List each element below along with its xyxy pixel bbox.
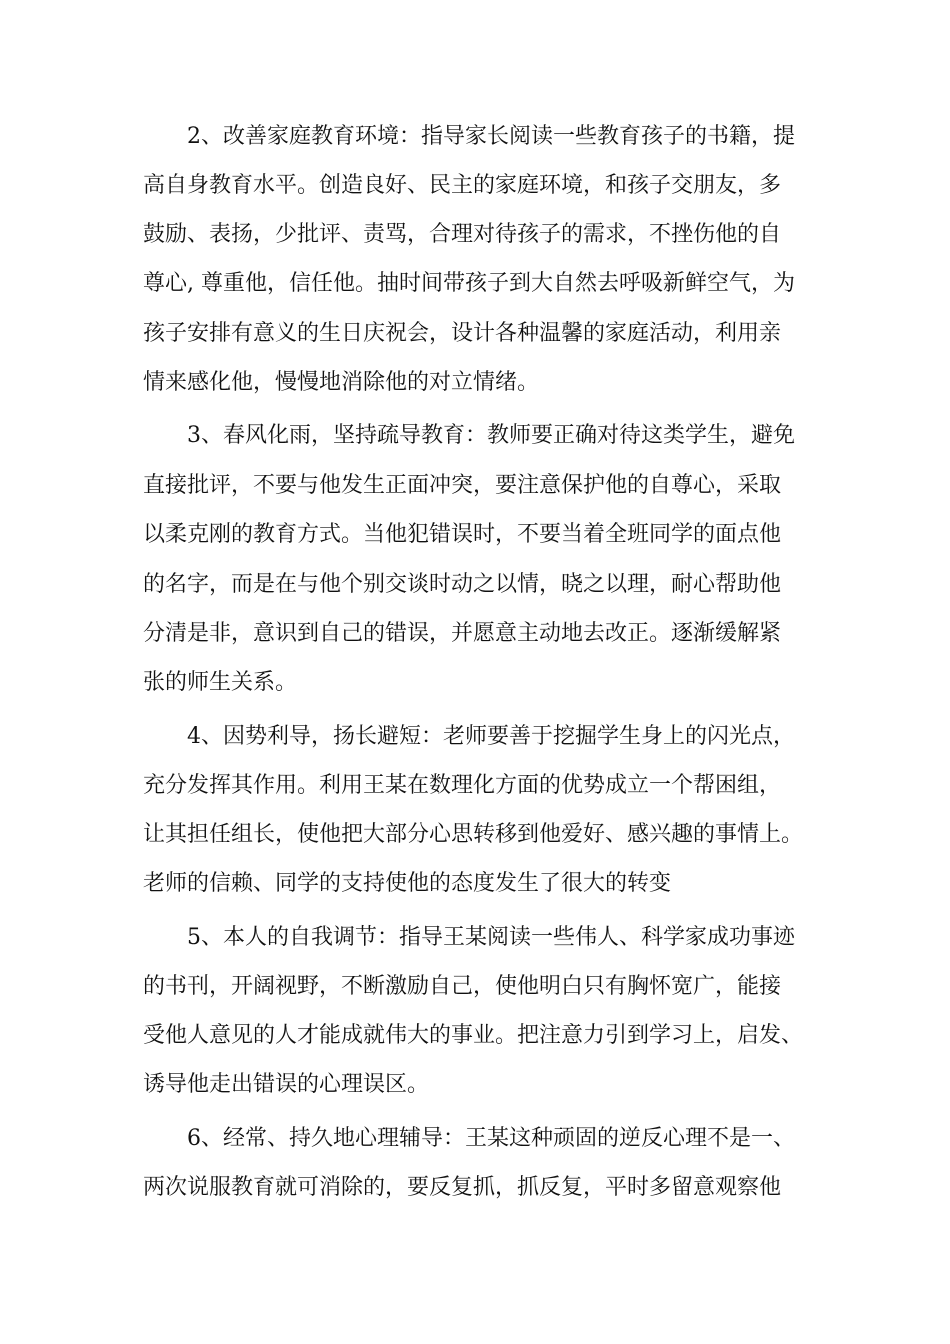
paragraph-3-line-2: 直接批评，不要与他发生正面冲突，要注意保护他的自尊心，采取 xyxy=(143,473,782,498)
paragraph-4-line-1: 4、因势利导，扬长避短：老师要善于挖掘学生身上的闪光点， xyxy=(187,724,795,749)
paragraph-5-line-4: 诱导他走出错误的心理误区。 xyxy=(143,1072,430,1097)
paragraph-3-line-4: 的名字，而是在与他个别交谈时动之以情，晓之以理，耐心帮助他 xyxy=(143,572,782,597)
paragraph-2-line-3: 鼓励、表扬，少批评、责骂，合理对待孩子的需求，不挫伤他的自 xyxy=(143,222,782,247)
paragraph-5-line-1: 5、本人的自我调节：指导王某阅读一些伟人、科学家成功事迹 xyxy=(187,925,795,950)
paragraph-2-line-2: 高自身教育水平。创造良好、民主的家庭环境，和孩子交朋友，多 xyxy=(143,173,782,198)
paragraph-4-line-4: 老师的信赖、同学的支持使他的态度发生了很大的转变 xyxy=(143,871,672,896)
paragraph-6-line-2: 两次说服教育就可消除的，要反复抓，抓反复，平时多留意观察他 xyxy=(143,1175,782,1200)
paragraph-2-line-4: 尊心, 尊重他，信任他。抽时间带孩子到大自然去呼吸新鲜空气，为 xyxy=(143,271,795,296)
paragraph-3-line-3: 以柔克刚的教育方式。当他犯错误时，不要当着全班同学的面点他 xyxy=(143,522,782,547)
paragraph-3-line-5: 分清是非，意识到自己的错误，并愿意主动地去改正。逐渐缓解紧 xyxy=(143,621,782,646)
paragraph-2-line-1: 2、改善家庭教育环境：指导家长阅读一些教育孩子的书籍，提 xyxy=(187,124,795,149)
paragraph-3-line-6: 张的师生关系。 xyxy=(143,670,298,695)
paragraph-6-line-1: 6、经常、持久地心理辅导：王某这种顽固的逆反心理不是一、 xyxy=(187,1126,795,1151)
paragraph-3-line-1: 3、春风化雨，坚持疏导教育：教师要正确对待这类学生，避免 xyxy=(187,423,795,448)
paragraph-5-line-2: 的书刊，开阔视野，不断激励自己，使他明白只有胸怀宽广，能接 xyxy=(143,974,782,999)
paragraph-4-line-2: 充分发挥其作用。利用王某在数理化方面的优势成立一个帮困组， xyxy=(143,773,782,798)
paragraph-4-line-3: 让其担任组长，使他把大部分心思转移到他爱好、感兴趣的事情上。 xyxy=(143,822,804,847)
paragraph-2-line-5: 孩子安排有意义的生日庆祝会，设计各种温馨的家庭活动，利用亲 xyxy=(143,321,782,346)
paragraph-5-line-3: 受他人意见的人才能成就伟大的事业。把注意力引到学习上，启发、 xyxy=(143,1023,804,1048)
paragraph-2-line-6: 情来感化他，慢慢地消除他的对立情绪。 xyxy=(143,370,540,395)
